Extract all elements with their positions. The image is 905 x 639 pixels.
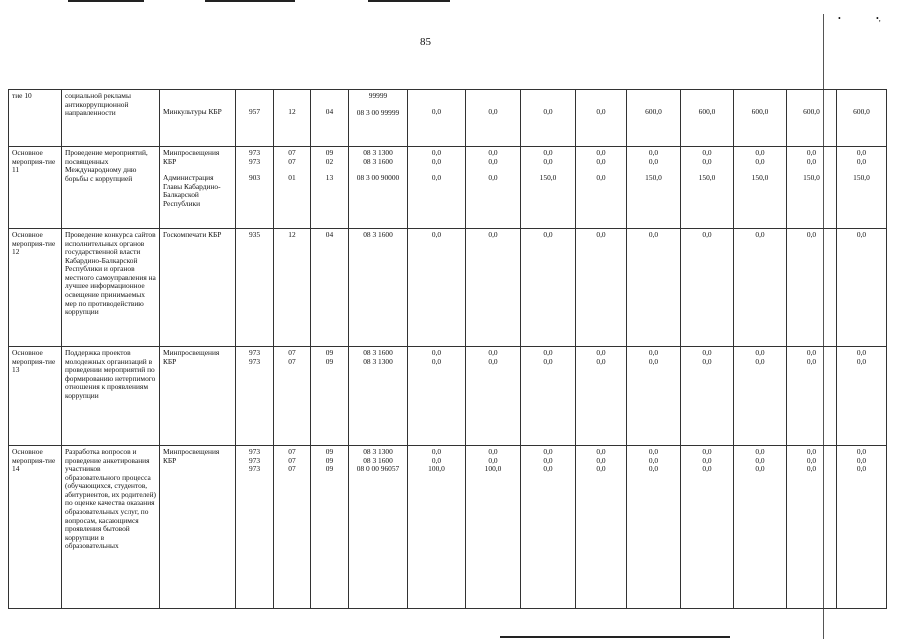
value-cell: 0,0 0,0 [787, 347, 837, 446]
value-cell: 600,0 [837, 90, 887, 147]
value-cell: 0,0 0,0 [627, 347, 681, 446]
grbs-code: 935 [236, 229, 274, 347]
value-cell: 0,0 [521, 229, 576, 347]
value-cell: 0,0 [466, 229, 521, 347]
scan-line-top-1 [68, 0, 144, 2]
pr-code: 09 09 [311, 347, 349, 446]
value-cell: 0,0 0,0 150,0 [681, 147, 734, 229]
activity-name: Основное мероприя-тие 12 [9, 229, 62, 347]
value-cell: 0,0 0,0 0,0 [466, 147, 521, 229]
value-cell: 0,0 [787, 229, 837, 347]
grbs-code: 973 973 973 [236, 446, 274, 609]
value-cell: 0,0 0,0 150,0 [787, 147, 837, 229]
rz-code: 07 07 01 [274, 147, 311, 229]
value-cell: 0,0 0,0 0,0 [681, 446, 734, 609]
activity-name: тие 10 [9, 90, 62, 147]
activity-description: Поддержка проектов молодежных организаций в проведении мероприятий по формированию нетерпимого отношения к проявлениям коррупции [62, 347, 160, 446]
page-number: 85 [420, 36, 431, 48]
value-cell: 600,0 [787, 90, 837, 147]
corner-mark-1: • [838, 14, 841, 23]
value-cell: 0,0 0,0 [521, 347, 576, 446]
value-cell: 0,0 0,0 0,0 [627, 446, 681, 609]
value-cell: 0,0 [408, 229, 466, 347]
rz-code: 07 07 07 [274, 446, 311, 609]
table-row [9, 147, 887, 229]
scan-line-top-3 [368, 0, 450, 2]
activity-description: Проведение конкурса сайтов исполнительных органов государственной власти Кабардино-Балкарской Республики и органов местного самоуправления на лучшее информационное освещение принимаемых мер по противодействию коррупции [62, 229, 160, 347]
pr-code: 04 [311, 90, 349, 147]
value-cell: 0,0 [521, 90, 576, 147]
value-cell: 0,0 0,0 0,0 [576, 147, 627, 229]
activity-name: Основное мероприя-тие 14 [9, 446, 62, 609]
value-cell: 600,0 [681, 90, 734, 147]
value-cell: 0,0 0,0 0,0 [408, 147, 466, 229]
value-cell: 600,0 [627, 90, 681, 147]
csr-code: 08 3 1300 08 3 1600 08 0 00 96057 [349, 446, 408, 609]
value-cell: 0,0 0,0 [681, 347, 734, 446]
csr-code: 08 3 1600 [349, 229, 408, 347]
value-cell: 0,0 0,0 [466, 347, 521, 446]
value-cell: 0,0 0,0 0,0 [576, 446, 627, 609]
pr-code: 09 02 13 [311, 147, 349, 229]
csr-code: 08 3 1300 08 3 1600 08 3 00 90000 [349, 147, 408, 229]
value-cell: 0,0 0,0 150,0 [627, 147, 681, 229]
value-cell: 0,0 [734, 229, 787, 347]
activity-description: социальной рекламы антикоррупционной направленности [62, 90, 160, 147]
executor: Госкомпечати КБР [160, 229, 236, 347]
table-row [9, 90, 887, 147]
value-cell: 0,0 0,0 0,0 [734, 446, 787, 609]
grbs-code: 973 973 903 [236, 147, 274, 229]
executor: Минпросвещения КБР [160, 347, 236, 446]
value-cell: 0,0 0,0 [734, 347, 787, 446]
executor: Минпросвещения КБР Администрация Главы Кабардино-Балкарской Республики [160, 147, 236, 229]
table-row [9, 446, 887, 609]
rz-code: 12 [274, 90, 311, 147]
value-cell: 0,0 0,0 0,0 [521, 446, 576, 609]
value-cell: 0,0 [576, 229, 627, 347]
scan-line-bottom [500, 636, 730, 638]
value-cell: 0,0 [466, 90, 521, 147]
value-cell: 0,0 [408, 90, 466, 147]
rz-code: 12 [274, 229, 311, 347]
value-cell: 0,0 0,0 [408, 347, 466, 446]
budget-table [8, 89, 887, 609]
value-cell: 0,0 0,0 [837, 347, 887, 446]
executor: Минкультуры КБР [160, 90, 236, 147]
grbs-code: 957 [236, 90, 274, 147]
activity-description: Разработка вопросов и проведение анкетирования участников образовательного процесса (обучающихся, студентов, абитуриентов, их родителей) по оценке качества оказания образовательных услуг, по вопросам, касающимся проявления бытовой коррупции в образовательных [62, 446, 160, 609]
table-row [9, 229, 887, 347]
grbs-code: 973 973 [236, 347, 274, 446]
value-cell: 600,0 [734, 90, 787, 147]
pr-code: 09 09 09 [311, 446, 349, 609]
activity-name: Основное мероприя-тие 13 [9, 347, 62, 446]
value-cell: 0,0 0,0 150,0 [837, 147, 887, 229]
executor: Минпросвещения КБР [160, 446, 236, 609]
table-row [9, 347, 887, 446]
activity-description: Проведение мероприятий, посвященных Международному дню борьбы с коррупцией [62, 147, 160, 229]
value-cell: 0,0 0,0 0,0 [837, 446, 887, 609]
csr-code: 08 3 1600 08 3 1300 [349, 347, 408, 446]
value-cell: 0,0 [627, 229, 681, 347]
value-cell: 0,0 0,0 100,0 [408, 446, 466, 609]
corner-mark-2: •, [876, 14, 881, 23]
value-cell: 0,0 [837, 229, 887, 347]
value-cell: 0,0 0,0 [576, 347, 627, 446]
value-cell: 0,0 [576, 90, 627, 147]
value-cell: 0,0 0,0 150,0 [734, 147, 787, 229]
csr-code: 99999 08 3 00 99999 [349, 90, 408, 147]
value-cell: 0,0 [681, 229, 734, 347]
value-cell: 0,0 0,0 100,0 [466, 446, 521, 609]
activity-name: Основное мероприя-тие 11 [9, 147, 62, 229]
value-cell: 0,0 0,0 0,0 [787, 446, 837, 609]
pr-code: 04 [311, 229, 349, 347]
scan-line-top-2 [205, 0, 295, 2]
value-cell: 0,0 0,0 150,0 [521, 147, 576, 229]
rz-code: 07 07 [274, 347, 311, 446]
